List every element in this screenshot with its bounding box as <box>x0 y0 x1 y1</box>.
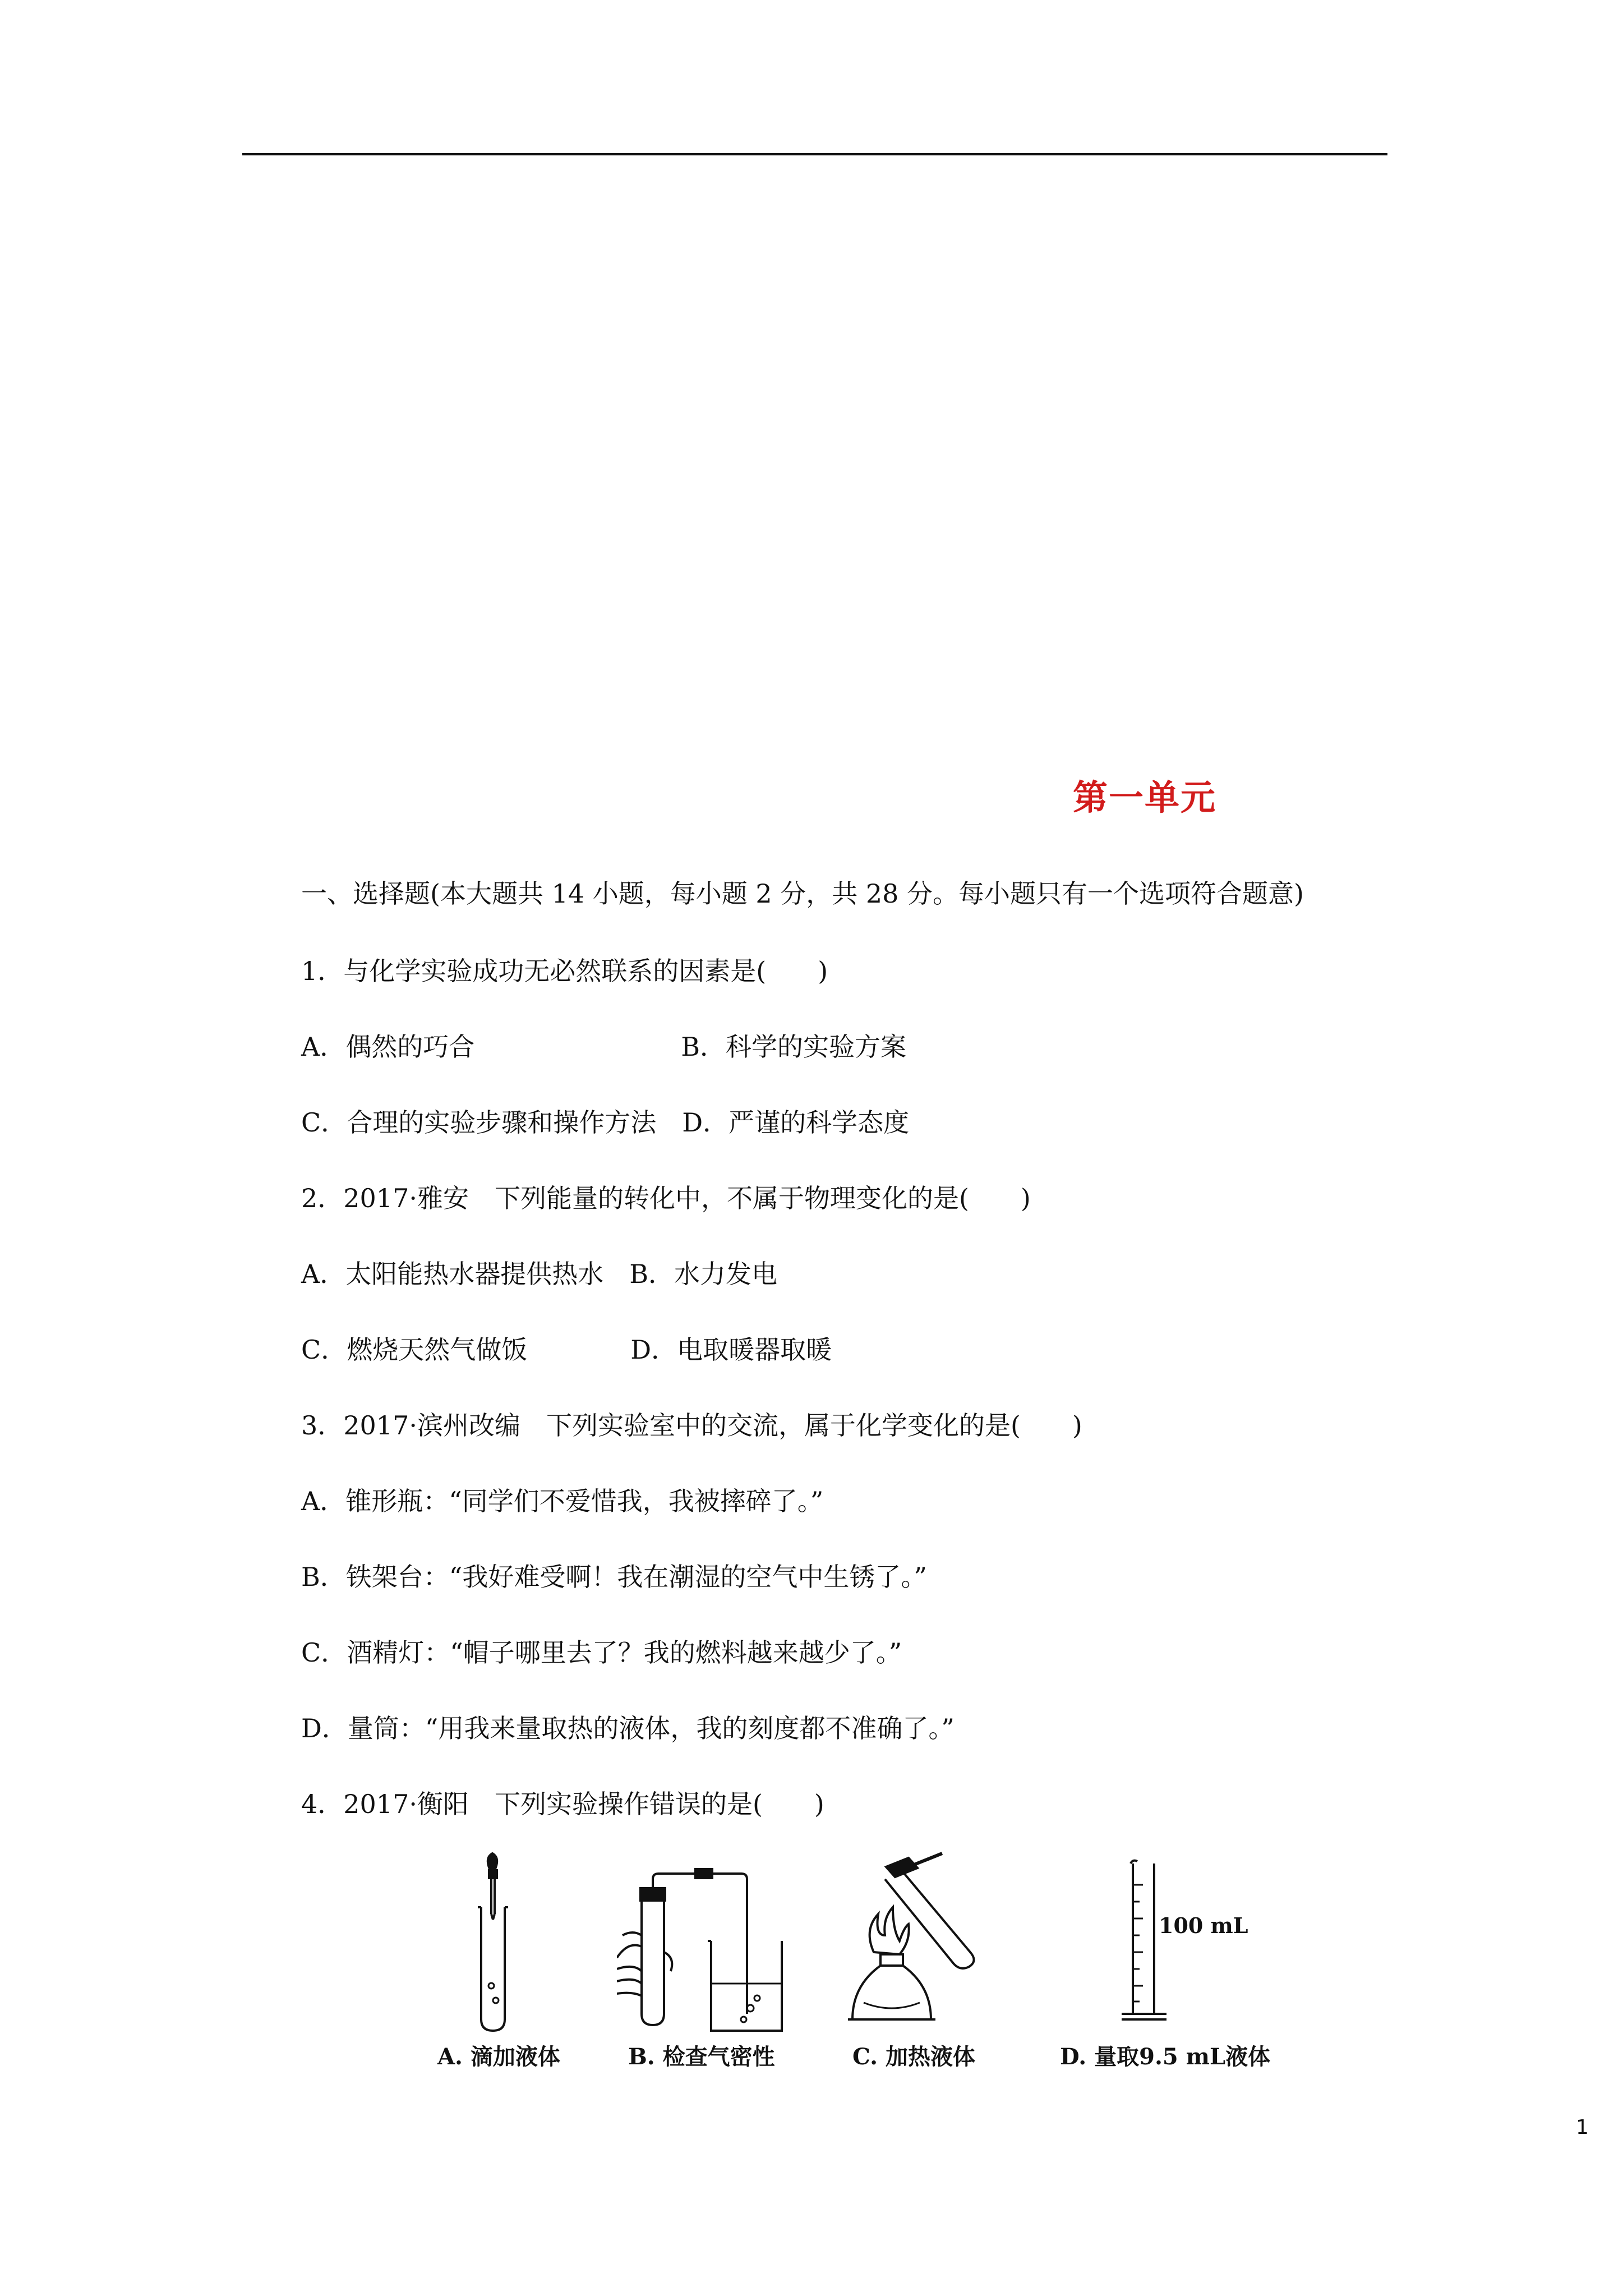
figure-item-c <box>841 1851 1009 2076</box>
unit-title: 第一单元 <box>1073 777 1217 818</box>
caption-c: C. 加热液体 <box>852 2044 975 2070</box>
question-4-stem: 4．2017·衡阳 下列实验操作错误的是( ) <box>301 1789 824 1819</box>
question-2-options-row-2: C．燃烧天然气做饭 D．电取暖器取暖 <box>301 1335 832 1365</box>
figure-item-d <box>1060 1851 1271 2076</box>
question-2-options-row-1: A．太阳能热水器提供热水 B．水力发电 <box>301 1259 778 1289</box>
alcohol-lamp-heating-tube-icon <box>841 1851 1009 2036</box>
section-heading: 一、选择题(本大题共 14 小题，每小题 2 分，共 28 分。每小题只有一个选项符合题意) <box>301 878 1304 909</box>
question-2-stem: 2．2017·雅安 下列能量的转化中，不属于物理变化的是( ) <box>301 1183 1031 1213</box>
header-rule <box>242 153 1387 155</box>
question-3-option-c: C．酒精灯：“帽子哪里去了？我的燃料越来越少了。” <box>301 1637 902 1668</box>
figure-item-b <box>617 1851 785 2076</box>
caption-b: B. 检查气密性 <box>628 2044 775 2070</box>
question-1-options-row-1: A．偶然的巧合 B．科学的实验方案 <box>301 1032 907 1062</box>
page-number: 1 <box>1576 2116 1589 2139</box>
figure-item-a <box>426 1851 560 2076</box>
question-3-option-d: D．量筒：“用我来量取热的液体，我的刻度都不准确了。” <box>301 1713 955 1743</box>
question-3-stem: 3．2017·滨州改编 下列实验室中的交流，属于化学变化的是( ) <box>301 1410 1082 1441</box>
question-3-option-a: A．锥形瓶：“同学们不爱惜我，我被摔碎了。” <box>301 1486 824 1516</box>
dropper-test-tube-icon <box>426 1851 550 2036</box>
question-1-stem: 1．与化学实验成功无必然联系的因素是( ) <box>301 956 828 986</box>
airtightness-check-apparatus-icon <box>617 1851 785 2036</box>
cylinder-capacity-label: 100 mL <box>1159 1913 1248 1938</box>
question-4-figure <box>426 1851 1271 2076</box>
caption-d: D. 量取9.5 mL液体 <box>1060 2044 1271 2070</box>
caption-a: A. 滴加液体 <box>437 2044 560 2070</box>
question-1-options-row-2: C．合理的实验步骤和操作方法 D．严谨的科学态度 <box>301 1107 910 1138</box>
graduated-cylinder-icon <box>1060 1851 1267 2036</box>
question-3-option-b: B．铁架台：“我好难受啊！我在潮湿的空气中生锈了。” <box>301 1562 927 1592</box>
